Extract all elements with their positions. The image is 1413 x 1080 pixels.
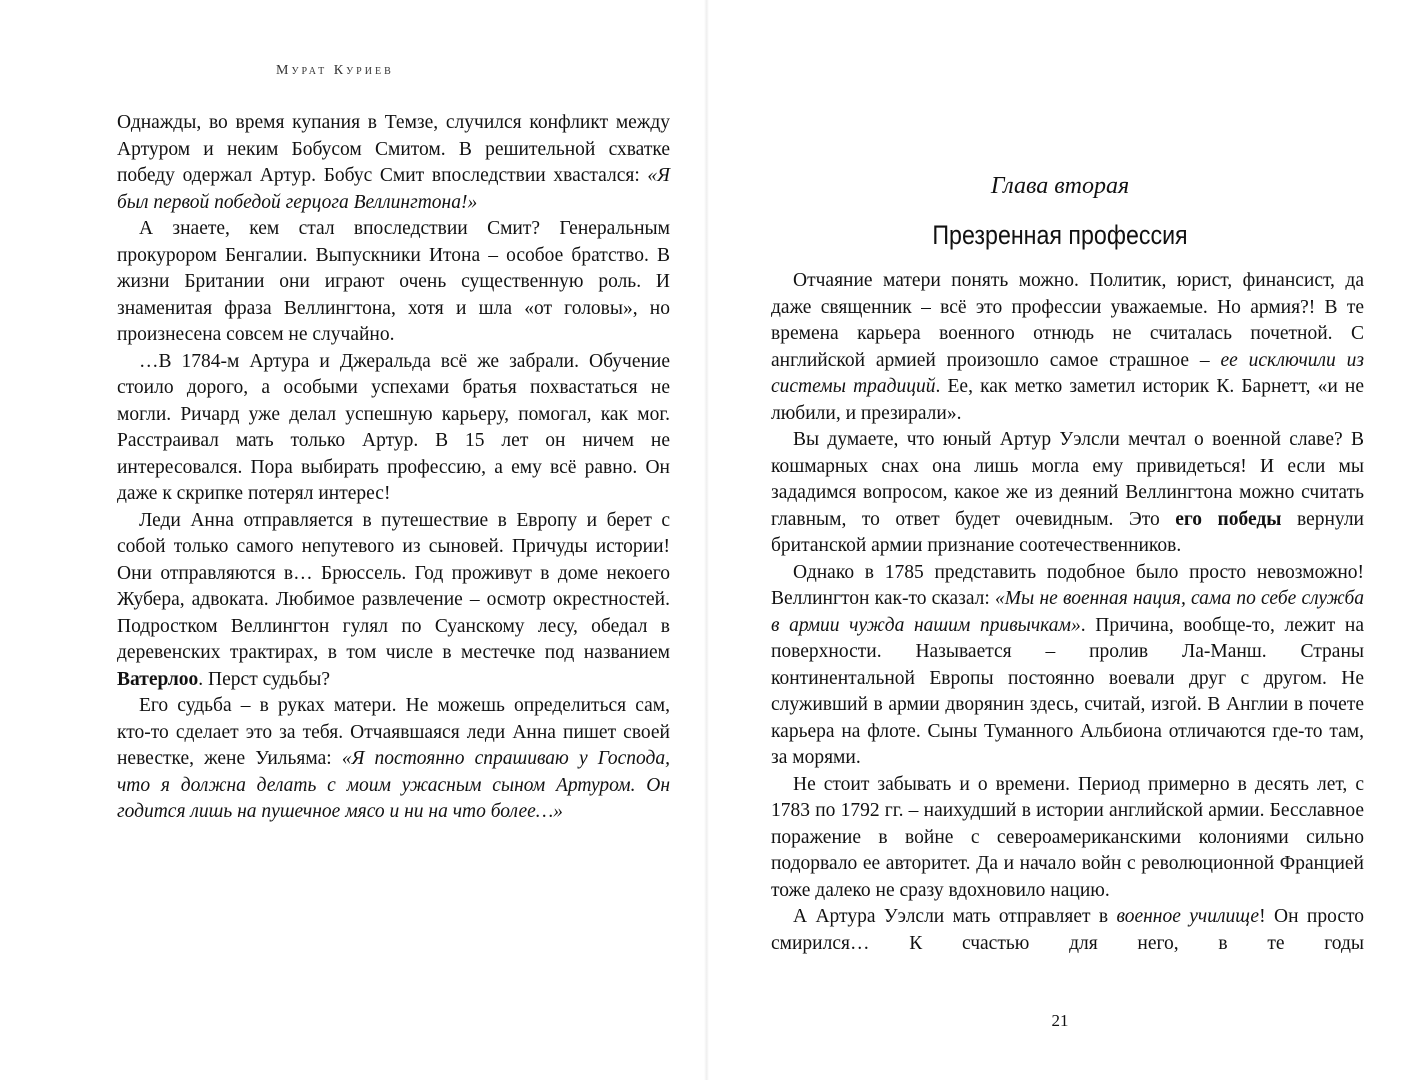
paragraph [117,693,670,826]
paragraph-text: Леди Анна отправляется в путешествие в Европу и берет с собой только самого непутевого из сыновей. Причуды истории! Они отправляются в… Брюссель. Год проживут в доме некоего Жубера, адвоката. Любимое развлечение – осмотр окрестностей. Подростком Веллингтон гулял по Суанскому лесу, обедал в деревенских трактирах, в том числе в местечке под названием [117,509,670,663]
paragraph-text: . Причина, вообще-то, лежит на поверхности. Называется – пролив Ла-Манш. Страны континентальной Европы постоянно воевали друг с другом. Не служивший в армии дворянин здесь, считай, изгой. В Англии в почете карьера на флоте. Сыны Туманного Альбиона отличаются где-то там, за морями. [771,614,1364,768]
paragraph: А знаете, кем стал впоследствии Смит? Генеральным прокурором Бенгалии. Выпускники Итона – особое братство. В жизни Британии они играют очень существенную роль. И знаменитая фраза Веллингтона, хотя и шла «от головы», но произнесена совсем не случайно. [117,218,670,345]
quote-text: «Я был первой победой герцога Веллингтона!» [117,165,670,213]
left-page [0,0,706,1080]
right-page [707,0,1413,1080]
paragraph-text: Однажды, во время купания в Темзе, случился конфликт между Артуром и неким Бобусом Смитом. В решительной схватке победу одержал Артур. Бобус Смит впоследствии хвастался: [117,112,670,186]
italic-text: военное училище [1116,906,1260,927]
paragraph-text: А Артура Уэлсли мать отправляет в [793,906,1117,927]
paragraph-text: . Ее, как метко заметил историк К. Барнетт, «и не любили, и презирали». [771,376,1364,424]
paragraph-text: ! Он просто смирился… К счастью для него, в те годы [771,906,1364,954]
paragraph: …В 1784-м Артура и Джеральда всё же забрали. Обучение стоило дорого, а особыми успехами братья похвастаться не могли. Ричард уже делал успешную карьеру, помогал, как мог. Расстраивал мать только Артур. В 15 лет он ничем не интересовался. Пора выбирать профессию, а ему всё равно. Он даже к скрипке потерял интерес! [117,350,670,504]
left-text-column [117,110,670,826]
paragraph [771,560,1364,772]
paragraph [117,110,670,216]
page-number: 21 [1051,1011,1069,1030]
right-text-column [771,268,1364,957]
quote-text: «Я постоянно спрашиваю у Господа, что я должна делать с моим ужасным сыном Артуром. Он годится лишь на пушечное мясо и ни на что более…» [117,748,670,822]
bold-text: его победы [1175,508,1282,530]
chapter-label: Глава вторая [990,173,1130,199]
quote-text: «Мы не военная нация, сама по себе служба в армии чужда нашим привычкам» [771,588,1364,636]
paragraph-text: . Перст судьбы? [198,668,330,690]
italic-text: ее исключили из системы традиций [771,349,1364,397]
chapter-title: Презренная профессия [932,220,1188,250]
paragraph [771,268,1364,427]
running-head-author: Мурат Куриев [276,63,394,78]
paragraph [771,427,1364,560]
paragraph-text: Вы думаете, что юный Артур Уэлсли мечтал о военной славе? В кошмарных снах она лишь могла ему привидеться! И если мы зададимся вопросом, какое же из деяний Веллингтона можно считать главным, то ответ будет очевидным. Это [771,429,1364,530]
paragraph-text: вернули британской армии признание соотечественников. [771,508,1364,556]
paragraph: Не стоит забывать и о времени. Период примерно в десять лет, с 1783 по 1792 гг. – наихудший в истории английской армии. Бесславное поражение в войне с североамериканскими колониями сильно подорвало ее авторитет. Да и начало войн с революционной Францией тоже далеко не сразу вдохновило нацию. [771,773,1364,901]
paragraph [771,904,1364,957]
paragraph-text: Отчаяние матери понять можно. Политик, юрист, финансист, да даже священник – всё это профессии уважаемые. Но армия?! В те времена карьера военного отнюдь не считалась почетной. С английской армией произошло самое страшное – [771,270,1364,371]
bold-text: Ватерлоо [117,668,199,690]
paragraph-text: Однако в 1785 представить подобное было просто невозможно! Веллингтон как-то сказал: [771,561,1364,609]
paragraph [117,508,670,694]
paragraph-text: Его судьба – в руках матери. Не можешь определиться сам, кто-то сделает это за тебя. Отчаявшаяся леди Анна пишет своей невестке, жене Уильяма: [117,695,670,769]
